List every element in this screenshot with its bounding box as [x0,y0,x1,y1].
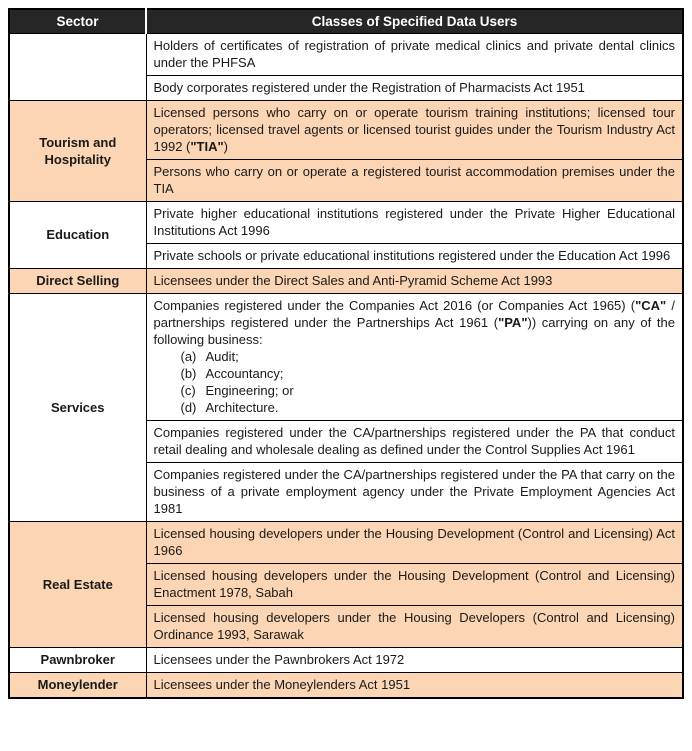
sector-cell: Real Estate [9,522,146,648]
table-body [9,34,683,699]
class-cell [146,564,683,606]
list-item: (b) Accountancy; [180,366,284,381]
list-item: (d) Architecture. [180,400,279,415]
specified-data-users-table [8,8,684,699]
class-text: Licensed housing developers under the Housing Development (Control and Licensing) Enactment 1978, Sabah [153,568,675,600]
class-text: Licensed housing developers under the Housing Development (Control and Licensing) Act 1966 [153,526,675,558]
class-text: Companies registered under the CA/partnerships registered under the PA that conduct retail dealing and wholesale dealing as defined under the Control Supplies Act 1961 [153,425,675,457]
class-cell [146,244,683,269]
class-cell [146,522,683,564]
table-row [9,202,683,244]
class-text: Companies registered under the CA/partnerships registered under the PA that carry on the business of a private employment agency under the Private Employment Agencies Act 1981 [153,467,675,516]
table-row [9,294,683,421]
class-cell [146,463,683,522]
sector-cell: Moneylender [9,673,146,699]
sector-cell: Pawnbroker [9,648,146,673]
class-cell [146,269,683,294]
class-text: Private schools or private educational institutions registered under the Education Act 1996 [153,248,671,263]
class-cell [146,421,683,463]
sector-cell: Services [9,294,146,522]
sector-cell: Direct Selling [9,269,146,294]
class-cell [146,648,683,673]
class-cell [146,294,683,421]
table-row [9,673,683,699]
class-text: Licensed housing developers under the Housing Developers (Control and Licensing) Ordinance 1993, Sarawak [153,610,675,642]
sector-cell [9,34,146,101]
class-text: Holders of certificates of registration of private medical clinics and private dental clinics under the PHFSA [153,38,675,70]
header-sector: Sector [9,9,146,34]
class-cell [146,202,683,244]
class-cell [146,34,683,76]
class-text: Licensees under the Moneylenders Act 1951 [153,677,411,692]
class-text: Licensees under the Direct Sales and Anti-Pyramid Scheme Act 1993 [153,273,553,288]
class-text: Licensed persons who carry on or operate tourism training institutions; licensed tour operators; licensed travel agents or licensed tourist guides under the Tourism Industry Act 1992 ("TIA") [153,105,675,154]
header-row [9,9,683,34]
table-row [9,269,683,294]
sector-cell: Tourism and Hospitality [9,101,146,202]
class-text: Licensees under the Pawnbrokers Act 1972 [153,652,405,667]
class-cell [146,673,683,699]
table-row [9,648,683,673]
sector-cell: Education [9,202,146,269]
class-cell [146,160,683,202]
table-row [9,34,683,76]
class-cell [146,76,683,101]
class-text: Companies registered under the Companies Act 2016 (or Companies Act 1965) ("CA" / partnerships registered under the Partnerships Act 1961 ("PA")) carrying on any of the following business: [153,298,675,347]
class-cell [146,606,683,648]
class-text: Body corporates registered under the Registration of Pharmacists Act 1951 [153,80,585,95]
class-cell [146,101,683,160]
class-text: Private higher educational institutions registered under the Private Higher Educational Institutions Act 1996 [153,206,675,238]
header-classes: Classes of Specified Data Users [146,9,683,34]
table-row [9,522,683,564]
table-row [9,101,683,160]
list-item: (a) Audit; [180,349,239,364]
list-item: (c) Engineering; or [180,383,294,398]
class-text: Persons who carry on or operate a registered tourist accommodation premises under the TIA [153,164,675,196]
